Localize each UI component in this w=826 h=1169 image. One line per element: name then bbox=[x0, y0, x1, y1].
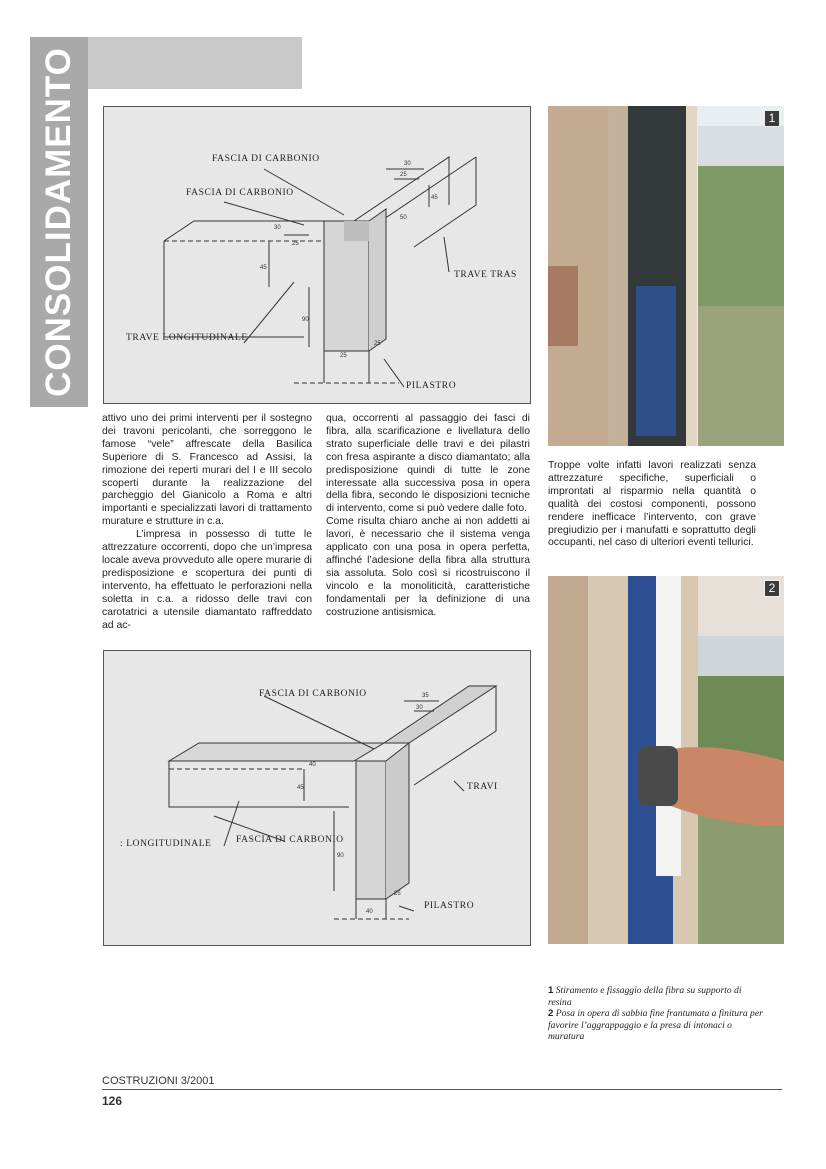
dim-label: 25 bbox=[292, 241, 299, 247]
caption-2 bbox=[548, 1008, 763, 1043]
label-fascia-carbonio: FASCIA DI CARBONIO bbox=[186, 188, 294, 198]
dim-label: 90 bbox=[302, 317, 309, 323]
drawing-1-lines bbox=[104, 107, 530, 403]
caption-number: 1 bbox=[548, 985, 554, 996]
dim-label: 30 bbox=[274, 225, 281, 231]
caption-text: Posa in opera di sabbia fine frantumata a finitura per favorire l’aggrappaggio e la presa di intonaci o muratura bbox=[548, 1008, 763, 1043]
label-travi: TRAVI bbox=[467, 782, 498, 792]
article-column-3 bbox=[548, 460, 756, 550]
paragraph: qua, occorrenti al passaggio dei fasci di fibra, alla scarificazione e livellatura dello strato superficiale delle travi e dei pilastri con fresa aspirante a disco diamantato; alla predisposizione quindi di tutte le zone interessate alla successiva posa in opera della fibra, secondo le disposizioni tecniche di intervento, come si può vedere dalle foto. bbox=[326, 413, 530, 515]
photo-1 bbox=[548, 106, 784, 446]
paragraph: Come risulta chiaro anche ai non addetti ai lavori, è necessario che il sistema venga applicato con una posa in opera perfetta, affinché l’adesione della fibra alla struttura sia assoluta. Solo così si ricostruiscono il vincolo e la monoliticità, caratteristiche fondamentali per la definizione di una costruzione antisismica. bbox=[326, 516, 530, 618]
dim-label: 30 bbox=[416, 705, 423, 711]
label-pilastro: PILASTRO bbox=[406, 381, 457, 391]
label-fascia-carbonio: FASCIA DI CARBONIO bbox=[236, 835, 344, 845]
paragraph: attivo uno dei primi interventi per il sostegno dei travoni pericolanti, che sorreggono le famose “vele” affrescate della Basilica Superiore di S. Francesco ad Assisi, la rimozione dei reperti murari del I e III secolo scoperti durante la realizzazione del parcheggio del Gianicolo a Roma e altri importanti e specializzati lavori di trattamento murature e strutture in c.a. bbox=[102, 413, 312, 528]
article-column-1 bbox=[102, 413, 312, 632]
dim-label: 25 bbox=[394, 891, 401, 897]
photo-2-image bbox=[548, 576, 784, 944]
dim-label: 45 bbox=[431, 195, 438, 201]
caption-1 bbox=[548, 985, 763, 1008]
article-column-2 bbox=[326, 413, 530, 620]
dim-label: 40 bbox=[309, 762, 316, 768]
label-longitudinale: : LONGITUDINALE bbox=[120, 839, 212, 849]
magazine-issue: COSTRUZIONI 3/2001 bbox=[102, 1075, 215, 1087]
photo-2 bbox=[548, 576, 784, 944]
photo-number-badge: 2 bbox=[764, 580, 780, 597]
caption-number: 2 bbox=[548, 1008, 554, 1020]
photo-captions bbox=[548, 985, 763, 1043]
dim-label: 45 bbox=[260, 265, 267, 271]
paragraph: L’impresa in possesso di tutte le attrezzature occorrenti, dopo che un’impresa locale aveva provveduto alle opere murarie di predisposizione e scopertura dei punti di intervento, ha effettuato le perforazioni nella soletta in c.a. a ridosso delle travi con carotatrici a utensile diamantato raffreddato ad ac- bbox=[102, 529, 312, 631]
footer-divider bbox=[102, 1089, 782, 1090]
photo-1-image bbox=[548, 106, 784, 446]
section-label: CONSOLIDAMENTO bbox=[39, 47, 78, 397]
dim-label: 25 bbox=[340, 353, 347, 359]
label-fascia-carbonio: FASCIA DI CARBONIO bbox=[212, 154, 320, 164]
label-fascia-carbonio: FASCIA DI CARBONIO bbox=[259, 689, 367, 699]
label-trave-longitudinale: TRAVE LONGITUDINALE bbox=[126, 333, 248, 343]
dim-label: 30 bbox=[404, 161, 411, 167]
dim-label: 40 bbox=[366, 909, 373, 915]
photo-number-badge: 1 bbox=[764, 110, 780, 127]
technical-drawing-2 bbox=[103, 650, 531, 946]
caption-text: Stiramento e fissaggio della fibra su supporto di resina bbox=[548, 985, 742, 1008]
dim-label: 35 bbox=[422, 693, 429, 699]
dim-label: 45 bbox=[297, 785, 304, 791]
paragraph: Troppe volte infatti lavori realizzati senza attrezzature specifiche, superficiali o improntati al risparmio nella quantità o qualità dei costosi componenti, possono rendere inefficace l’intervento, con grave pregiudizio per i manufatti e soprattutto degli occupanti, nel caso di ulteriori eventi tellurici. bbox=[548, 460, 756, 549]
dim-label: 90 bbox=[337, 853, 344, 859]
dim-label: 50 bbox=[400, 215, 407, 221]
page-number: 126 bbox=[102, 1094, 123, 1108]
dim-label: 25 bbox=[400, 172, 407, 178]
technical-drawing-1 bbox=[103, 106, 531, 404]
label-pilastro: PILASTRO bbox=[424, 901, 475, 911]
dim-label: 25 bbox=[374, 341, 381, 347]
label-trave-trasversale: TRAVE TRAS bbox=[454, 270, 517, 280]
